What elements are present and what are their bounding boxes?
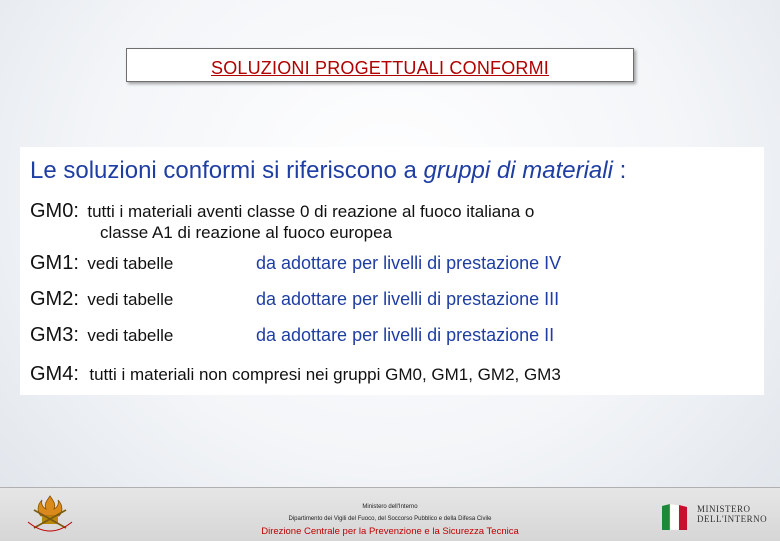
group-text-line2: classe A1 di reazione al fuoco europea — [100, 223, 393, 242]
intro-suffix: : — [612, 157, 627, 184]
ministero-logo-text — [697, 504, 767, 524]
group-text: vedi tabelle — [87, 290, 174, 309]
group-text: tutti i materiali aventi classe 0 di reazione al fuoco italiana o — [87, 202, 535, 221]
italian-flag-icon — [660, 502, 690, 532]
group-gm0-continued — [100, 223, 392, 243]
group-code: GM2: — [30, 288, 79, 310]
footer-department: Dipartimento dei Vigili del Fuoco, del Soccorso Pubblico e della Difesa Civile — [288, 516, 492, 522]
group-gm1 — [30, 252, 562, 275]
ministero-line2: DELL'INTERNO — [697, 514, 768, 524]
slide-title-box — [126, 48, 634, 82]
group-code: GM1: — [30, 252, 79, 274]
group-code: GM4: — [30, 363, 79, 385]
group-gm3 — [30, 324, 555, 347]
group-text: tutti i materiali non compresi nei gruppi GM0, GM1, GM2, GM3 — [89, 365, 561, 384]
footer-bar — [0, 487, 780, 541]
vigili-del-fuoco-logo-icon — [22, 492, 78, 538]
footer-ministry: Ministero dell'Interno — [362, 504, 418, 510]
group-description: da adottare per livelli di prestazione III — [256, 289, 560, 309]
group-description: da adottare per livelli di prestazione IV — [256, 253, 562, 273]
ministero-line1: MINISTERO — [697, 504, 751, 514]
group-text: vedi tabelle — [87, 254, 174, 273]
footer-text-block — [230, 504, 550, 537]
group-text: vedi tabelle — [87, 326, 174, 345]
group-gm4 — [30, 363, 561, 386]
group-code: GM0: — [30, 200, 79, 222]
group-gm0 — [30, 200, 534, 223]
intro-prefix: Le soluzioni conformi si riferiscono a — [30, 157, 424, 184]
group-code: GM3: — [30, 324, 79, 346]
group-description: da adottare per livelli di prestazione II — [256, 325, 555, 345]
content-panel — [20, 147, 764, 395]
intro-emphasis: gruppi di materiali — [423, 157, 613, 184]
intro-text — [30, 157, 626, 185]
group-gm2 — [30, 288, 560, 311]
slide-title: SOLUZIONI PROGETTUALI CONFORMI — [210, 58, 550, 78]
footer-direction: Direzione Centrale per la Prevenzione e la Sicurezza Tecnica — [261, 526, 519, 537]
